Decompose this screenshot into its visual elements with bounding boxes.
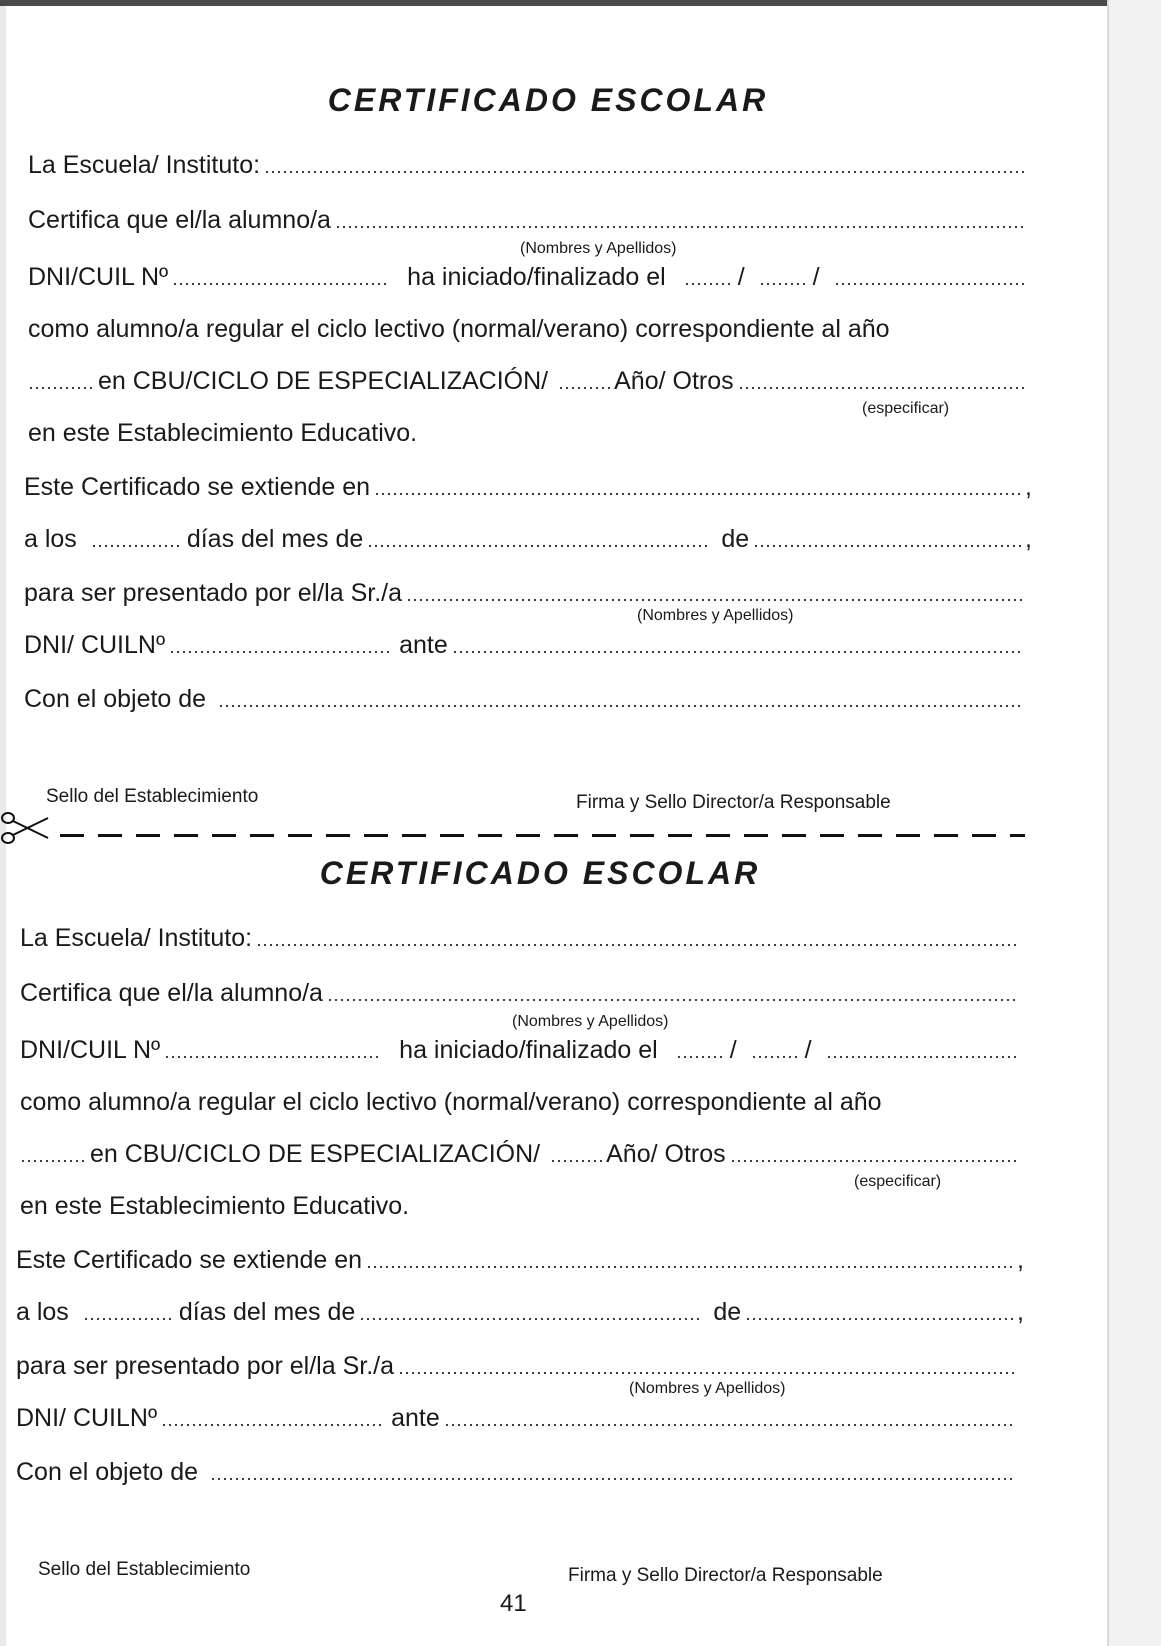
lugar-field[interactable] bbox=[366, 1265, 1013, 1269]
objeto-label: Con el objeto de bbox=[24, 685, 207, 713]
fecha-dia-field[interactable] bbox=[684, 282, 734, 286]
extiende-comma: , bbox=[1017, 1246, 1024, 1274]
iniciado-label: ha iniciado/finalizado el bbox=[407, 263, 666, 291]
fecha-slash-2: / bbox=[804, 1036, 812, 1064]
mes-field[interactable] bbox=[367, 544, 707, 548]
anio-emision-field[interactable] bbox=[745, 1317, 1013, 1321]
firma-label: Firma y Sello Director/a Responsable bbox=[576, 792, 891, 813]
dni-field[interactable] bbox=[164, 1055, 379, 1059]
alumno-field[interactable] bbox=[327, 998, 1016, 1002]
nombres-hint: (Nombres y Apellidos) bbox=[512, 1013, 669, 1030]
establecimiento-line bbox=[28, 418, 1028, 448]
ante-field[interactable] bbox=[444, 1423, 1014, 1427]
escuela-field[interactable] bbox=[264, 170, 1024, 174]
cbu-label: en CBU/CICLO DE ESPECIALIZACIÓN/ bbox=[98, 367, 549, 395]
cbu-anio-field[interactable] bbox=[28, 386, 94, 390]
extiende-label: Este Certificado se extiende en bbox=[24, 473, 371, 501]
objeto-label: Con el objeto de bbox=[16, 1458, 199, 1486]
ante-label: ante bbox=[391, 1404, 440, 1432]
anio-emision-field[interactable] bbox=[753, 544, 1021, 548]
fecha-comma: , bbox=[1017, 1298, 1024, 1326]
sello-label: Sello del Establecimiento bbox=[38, 1559, 251, 1580]
alumno-line bbox=[28, 205, 1028, 235]
escuela-field[interactable] bbox=[256, 943, 1016, 947]
regular-line bbox=[28, 314, 1038, 344]
curso-field[interactable] bbox=[558, 386, 610, 390]
presentado-line bbox=[24, 578, 1026, 608]
a-los-label: a los bbox=[24, 525, 77, 553]
alumno-label: Certifica que el/la alumno/a bbox=[28, 206, 331, 234]
dias-mes-label: días del mes de bbox=[178, 1298, 356, 1326]
certificate-title: CERTIFICADO ESCOLAR bbox=[327, 82, 769, 118]
dni2-label: DNI/ CUILNº bbox=[16, 1404, 158, 1432]
firma-label: Firma y Sello Director/a Responsable bbox=[568, 1565, 883, 1586]
fecha-mes-field[interactable] bbox=[751, 1055, 801, 1059]
a-los-label: a los bbox=[16, 1298, 69, 1326]
anio-otros-label: Año/ Otros bbox=[614, 367, 734, 395]
lugar-field[interactable] bbox=[374, 492, 1021, 496]
nombres-hint-2: (Nombres y Apellidos) bbox=[629, 1380, 786, 1397]
extiende-line bbox=[24, 472, 1032, 502]
dni-label: DNI/CUIL Nº bbox=[20, 1036, 161, 1064]
nombres-hint-2: (Nombres y Apellidos) bbox=[637, 607, 794, 624]
fecha-anio-field[interactable] bbox=[834, 282, 1024, 286]
regular-text: como alumno/a regular el ciclo lectivo (normal/verano) correspondiente al año bbox=[20, 1088, 882, 1116]
extiende-label: Este Certificado se extiende en bbox=[16, 1246, 363, 1274]
alumno-label: Certifica que el/la alumno/a bbox=[20, 979, 323, 1007]
certificate-title: CERTIFICADO ESCOLAR bbox=[319, 855, 761, 891]
dias-field[interactable] bbox=[91, 544, 183, 548]
extiende-comma: , bbox=[1025, 473, 1032, 501]
dni2-field[interactable] bbox=[161, 1423, 381, 1427]
establecimiento-line bbox=[20, 1191, 1020, 1221]
presentado-field[interactable] bbox=[398, 1371, 1014, 1375]
presentado-label: para ser presentado por el/la Sr./a bbox=[24, 579, 403, 607]
otros-field[interactable] bbox=[738, 386, 1024, 390]
fecha-emision-line bbox=[16, 1297, 1024, 1327]
cbu-line bbox=[20, 1139, 1020, 1169]
dias-field[interactable] bbox=[83, 1317, 175, 1321]
objeto-field[interactable] bbox=[210, 1477, 1014, 1481]
ante-field[interactable] bbox=[452, 650, 1022, 654]
fecha-slash-1: / bbox=[729, 1036, 737, 1064]
cbu-label: en CBU/CICLO DE ESPECIALIZACIÓN/ bbox=[90, 1140, 541, 1168]
establecimiento-text: en este Establecimiento Educativo. bbox=[28, 419, 418, 447]
escuela-label: La Escuela/ Instituto: bbox=[28, 151, 261, 179]
alumno-line bbox=[20, 978, 1020, 1008]
especificar-hint: (especificar) bbox=[862, 400, 950, 417]
dni2-label: DNI/ CUILNº bbox=[24, 631, 166, 659]
objeto-line bbox=[16, 1457, 1018, 1487]
extiende-line bbox=[16, 1245, 1024, 1275]
dias-mes-label: días del mes de bbox=[186, 525, 364, 553]
dni2-field[interactable] bbox=[169, 650, 389, 654]
sello-label: Sello del Establecimiento bbox=[46, 786, 259, 807]
alumno-field[interactable] bbox=[335, 225, 1024, 229]
objeto-line bbox=[24, 684, 1026, 714]
presentado-label: para ser presentado por el/la Sr./a bbox=[16, 1352, 395, 1380]
certificate-top bbox=[0, 0, 1161, 813]
dni-label: DNI/CUIL Nº bbox=[28, 263, 169, 291]
escuela-line bbox=[28, 150, 1028, 180]
presentado-field[interactable] bbox=[406, 598, 1022, 602]
ante-label: ante bbox=[399, 631, 448, 659]
de-label: de bbox=[721, 525, 750, 553]
escuela-label: La Escuela/ Instituto: bbox=[20, 924, 253, 952]
objeto-field[interactable] bbox=[218, 704, 1022, 708]
fecha-slash-1: / bbox=[737, 263, 745, 291]
escuela-line bbox=[20, 923, 1020, 953]
curso-field[interactable] bbox=[550, 1159, 602, 1163]
fecha-emision-line bbox=[24, 524, 1032, 554]
nombres-hint: (Nombres y Apellidos) bbox=[520, 240, 677, 257]
certificate-bottom bbox=[0, 773, 1153, 1586]
otros-field[interactable] bbox=[730, 1159, 1016, 1163]
establecimiento-text: en este Establecimiento Educativo. bbox=[20, 1192, 410, 1220]
iniciado-label: ha iniciado/finalizado el bbox=[399, 1036, 658, 1064]
page-number: 41 bbox=[500, 1590, 527, 1617]
dni-field[interactable] bbox=[172, 282, 387, 286]
regular-text: como alumno/a regular el ciclo lectivo (normal/verano) correspondiente al año bbox=[28, 315, 890, 343]
fecha-slash-2: / bbox=[812, 263, 820, 291]
regular-line bbox=[20, 1087, 1030, 1117]
fecha-mes-field[interactable] bbox=[759, 282, 809, 286]
dni-line bbox=[28, 262, 1028, 292]
cbu-line bbox=[28, 366, 1028, 396]
de-label: de bbox=[713, 1298, 742, 1326]
especificar-hint: (especificar) bbox=[854, 1173, 942, 1190]
anio-otros-label: Año/ Otros bbox=[606, 1140, 726, 1168]
mes-field[interactable] bbox=[359, 1317, 699, 1321]
dni-line bbox=[20, 1035, 1020, 1065]
dni-ante-line bbox=[16, 1403, 1018, 1433]
dni-ante-line bbox=[24, 630, 1026, 660]
fecha-dia-field[interactable] bbox=[676, 1055, 726, 1059]
cbu-anio-field[interactable] bbox=[20, 1159, 86, 1163]
presentado-line bbox=[16, 1351, 1018, 1381]
fecha-anio-field[interactable] bbox=[826, 1055, 1016, 1059]
fecha-comma: , bbox=[1025, 525, 1032, 553]
